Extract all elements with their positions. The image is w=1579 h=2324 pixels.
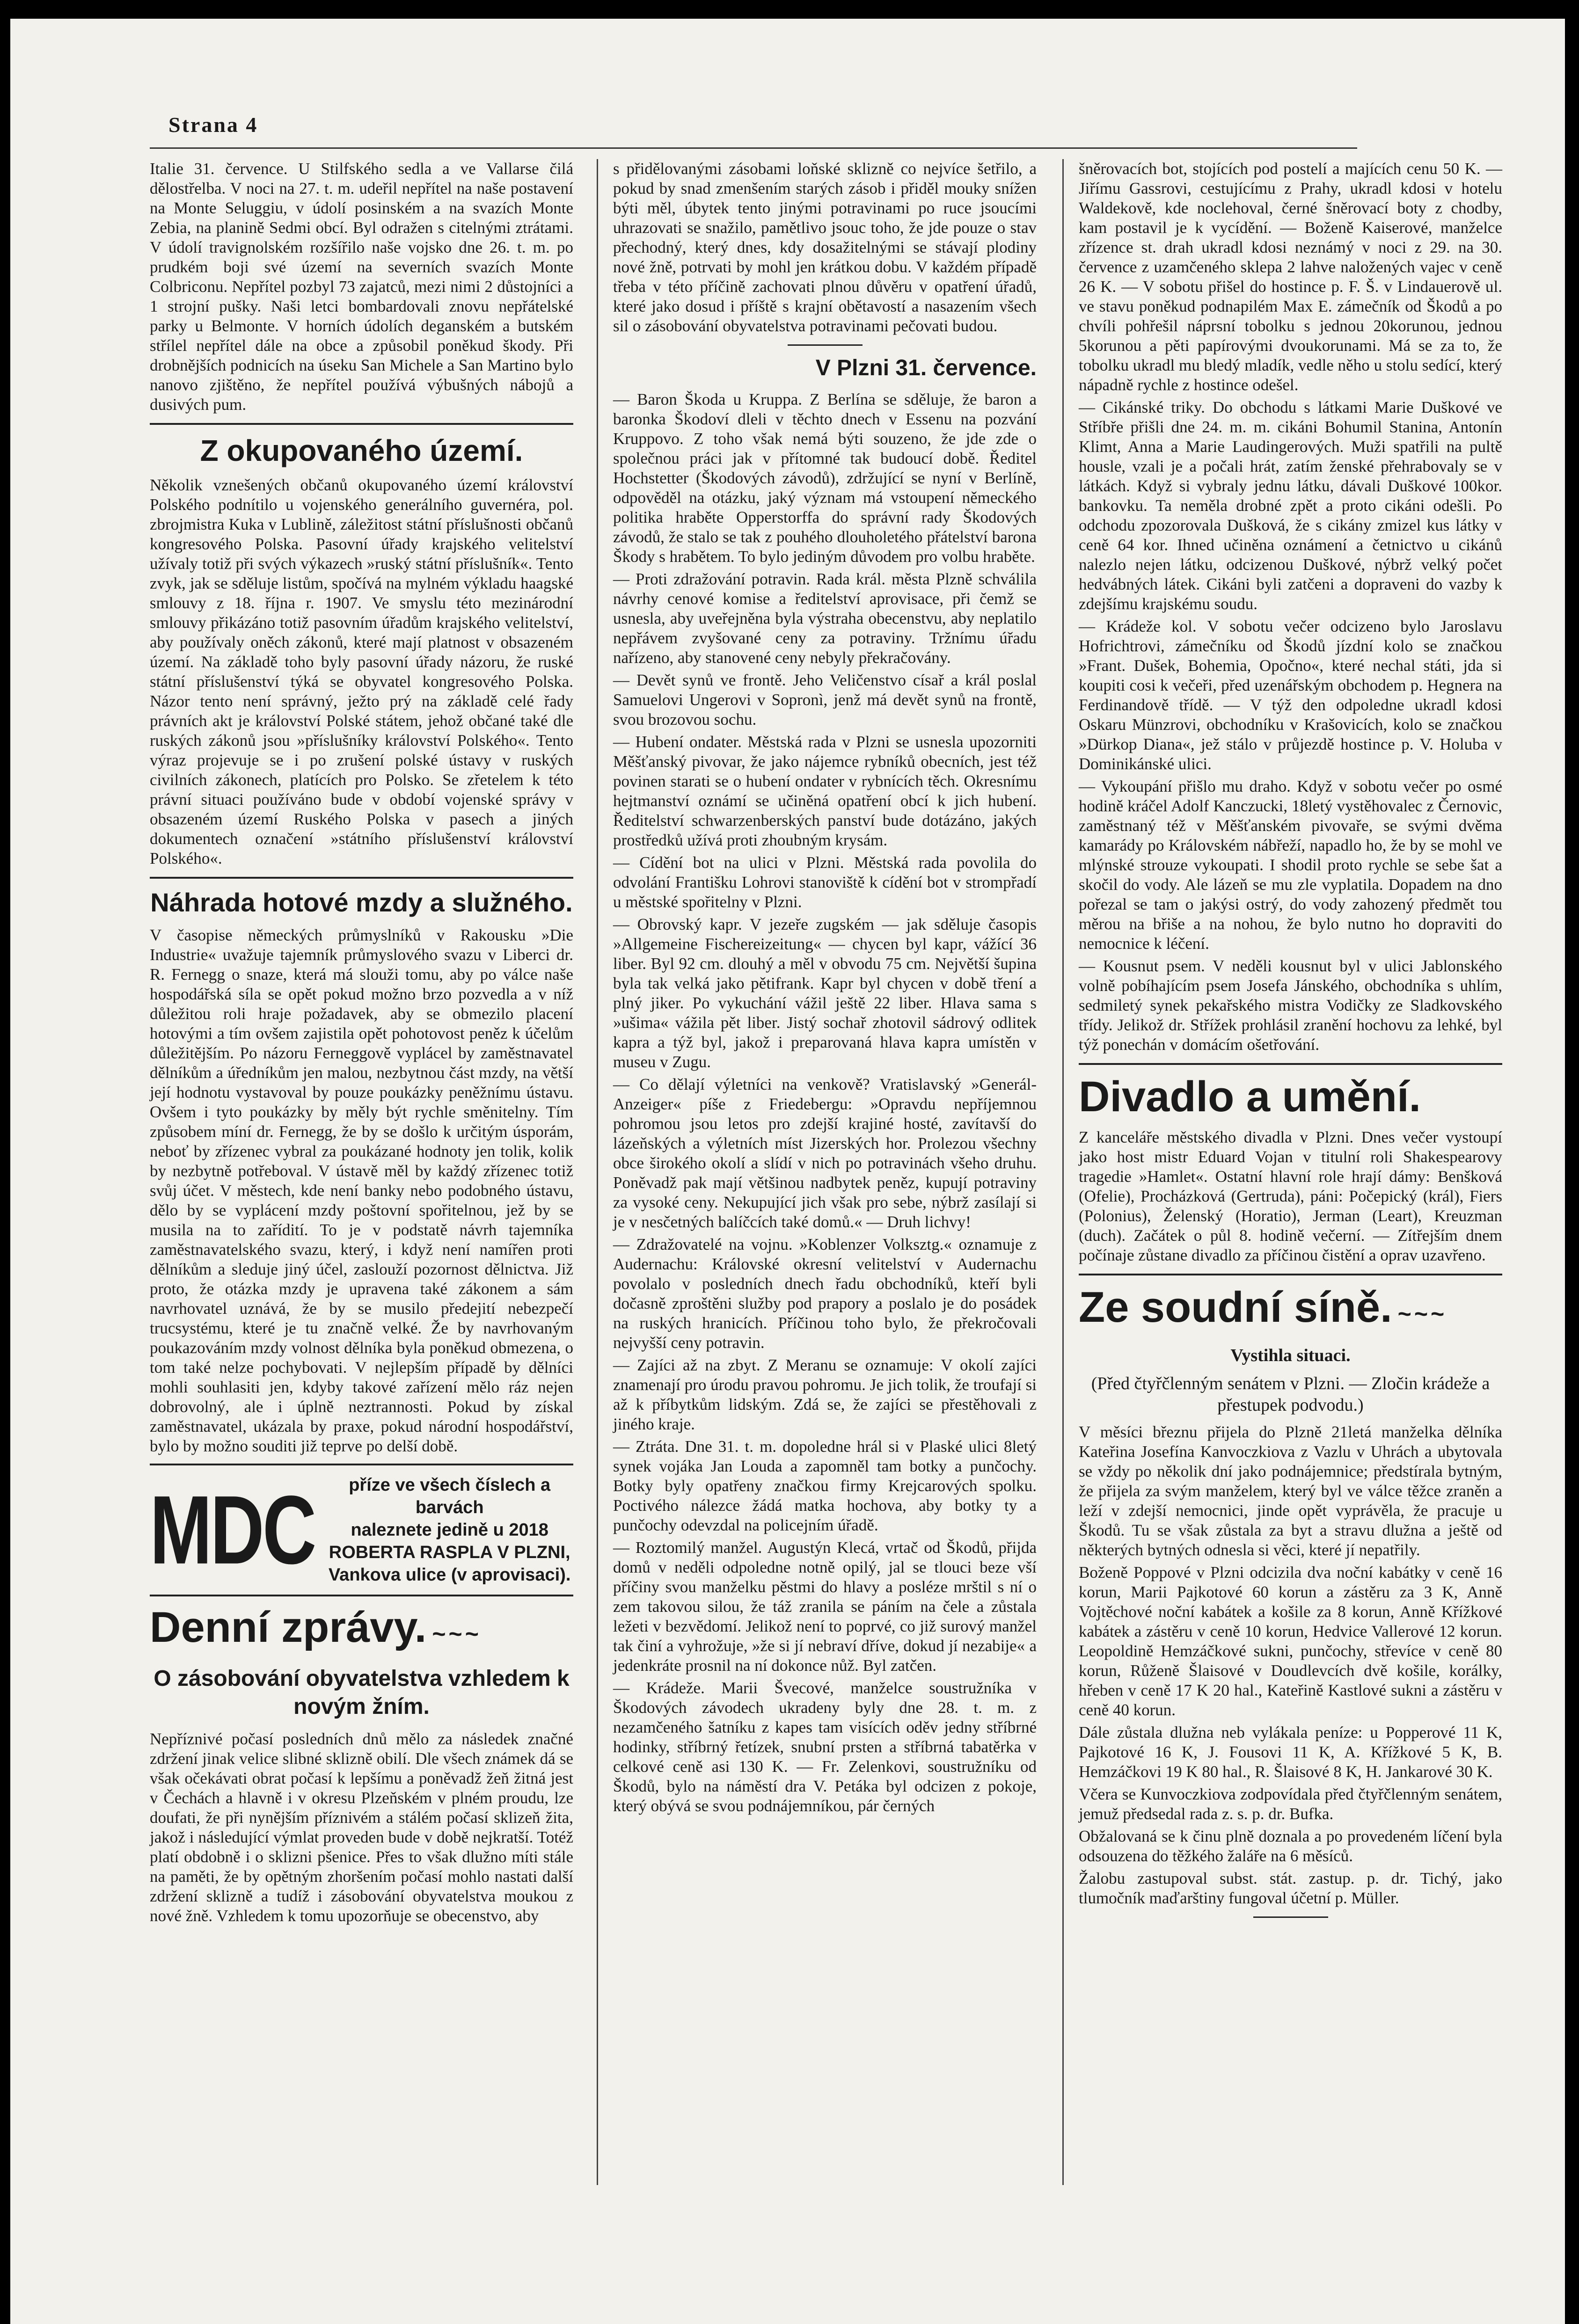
news-item: — Vykoupání přišlo mu draho. Když v sobotu večer po osmé hodině kráčel Adolf Kanczucki, 18letý vystěhovalec z Černovic, zaměstnaný též v Měšťanském pivovaře, se svými dvěma kamarády po Královském nábřeží, napadlo ho, že by se mohl ve mlýnské strouze vykoupati. I shodil proto rychle se sebe šat a skočil do vody. Ale lázeň se mu zle vyplatila. Dopadem na dno pořezal se tam o jakýsi ostrý, do vody zahozený předmět tou měrou na břiše a na nohou, že bylo nutno ho dopraviti do nemocnice k léčení. [1079,777,1502,953]
scan-border-top [0,0,1579,19]
news-item: — Obrovský kapr. V jezeře zugském — jak sděluje časopis »Allgemeine Fischereizeitung« — chycen byl kapr, vážící 36 liber. Byl 92 cm. dlouhý a měl v obvodu 75 cm. Největší šupina byla tak velká jako pětifrank. Kapr byl chycen v době tření a plný jiker. Po vykuchání vážil ještě 22 liber. Hlava sama s »ušima« vážila pět liber. Jistý sochař zhotovil sádrový odlitek kapra a týž byl, jakož i preparovaná hlava kapra umístěn v museu v Zugu. [613,915,1037,1071]
dateline: V Plzni 31. července. [815,356,1037,380]
news-item: — Cídění bot na ulici v Plzni. Městská rada povolila do odvolání Františku Lohrovi stanoviště k cídění bot v strompřadí u městské spořitelny v Plzni. [613,853,1037,911]
article-soudni: V měsíci březnu přijela do Plzně 21letá manželka dělníka Kateřina Josefína Kanvoczkiova z Vazlu v Uhrách a ubytovala se vždy po několik dní jako podnájemnice; předstírala bytným, že přijela za svým manželem, který byl ve válce těžce zraněn a leží v zdejší nemocnici, jinde opět vyprávěla, že pracuje u Škodů. Tu se však zůstala za byt a stravu dlužna a ještě od některých bytných odnesla si věci, které jí nepatřily. [1079,1423,1502,1559]
article-okupovane: Několik vznešených občanů okupovaného území království Polského podnítilo u vojenského generálního guvernéra, pol. zbrojmistra Kuka v Lublině, záležitost státní příslušnosti občanů kongresového Polska. Pasovní úřady krajského velitelství užívaly totiž při svých výkazech »ruský státní příslušník«. Tento zvyk, jak se sděluje listům, spočívá na mylném výkladu haagské smlouvy z 18. října r. 1907. Ve smyslu této mezinárodní smlouvy přikázáno totiž pasovním úřadům krajského velitelství, aby používaly oněch zákonů, které mají platnost v obsazeném území. Na základě toho byly pasovní úřady názoru, že ruské státní příslušenství týká se obyvatel kongresového Polska. Názor tento není správný, ježto prý na základě celé řady právních akt je království Polské státem, jehož občané také dle ruských zákonů jsou »příslušníky království Polského«. Tento výraz projevuje se i po zrušení polské ústavy v ruských civilních zákonech, platících pro Polsko. Se zřetelem k této právní situaci používáno bude v období vojenské správy v obsazeném území Ruského Polska v pasech a jiných dokumentech označení »státního příslušenství království Polského«. [150,476,573,867]
end-rule [1253,1916,1328,1918]
news-item: — Devět synů ve frontě. Jeho Veličenstvo císař a král poslal Samuelovi Ungerovi v Sopronì, jenž má devět synů na frontě, svou brozovou sochu. [613,671,1037,729]
subheadline-zasobovani: O zásobování obyvatelstva vzhledem k novým žním. [154,1666,570,1719]
article-soudni: Dále zůstala dlužna neb vylákala peníze: u Popperové 11 K, Pajkotové 16 K, J. Fousovi 11 K, A. Křížkové 5 K, B. Hemzáčkovi 19 K 80 hal., R. Šlaisové 8 K, H. Jankarové 30 K. [1079,1723,1502,1781]
column-2 [613,159,1037,1819]
news-item: — Zdražovatelé na vojnu. »Koblenzer Volksztg.« oznamuje z Audernachu: Královské okresní velitelství v Audernachu povolalo v posledních dnech řadu obchodníků, kteří byli dočasně zproštěni služby pod prapory a poslalo je do posádek na ruských hranicích. Příčinou toho bylo, že překročovali nejvyšší ceny potravin. [613,1235,1037,1352]
headline-okupovane: Z okupovaného území. [200,434,523,467]
page-label: Strana 4 [168,113,258,137]
headline-text: Denní zprávy. [150,1603,427,1651]
scan-border-right [1565,0,1579,2324]
column-divider [597,159,598,2185]
section-rule [1079,1063,1502,1065]
article-soudni: Včera se Kunvoczkiova zodpovídala před čtyřčlenným senátem, jemuž předsedal rada z. s. p. dr. Bufka. [1079,1785,1502,1823]
article-soudni: Obžalovaná se k činu plně doznala a po provedeném líčení byla odsouzena do těžkého žaláře na 6 měsíců. [1079,1827,1502,1865]
headline-divadlo: Divadlo a umění. [1079,1073,1421,1121]
news-item: — Krádeže kol. V sobotu večer odcizeno bylo Jaroslavu Hofrichtrovi, zámečníku od Škodů jízdní kolo se značkou »Frant. Dušek, Bohemia, Opočno«, které nechal státi, jda si koupiti cosi k večeři, před uzenářským obchodem p. Hegnera na Ferdinandově třídě. — V týž den odpoledne ukradl kdosi Oskaru Münzrovi, obchodníku v Krašovicích, kolo se značkou »Dürkop Diana«, jež stálo v průjezdě hostince p. V. Holuba v Dominikánské ulici. [1079,617,1502,773]
headline-nahrada: Náhrada hotové mzdy a služného. [150,888,573,917]
news-item: — Hubení ondater. Městská rada v Plzni se usnesla upozorniti Měšťanský pivovar, že jako nájemce rybníků obecních, jest též povinen starati se o hubení ondater v rybnících těch. Okresnímu hejtmanství oznámí se učiněná opatření obcí k jich hubení. Ředitelství schwarzenberských panství bude dotázáno, jakých prostředků užívá proti zhoubným krysám. [613,733,1037,849]
news-item: — Baron Škoda u Kruppa. Z Berlína se sděluje, že baron a baronka Škodoví dleli v těchto dnech v Essenu na pozvání Kruppovo. Z toho však nemá býti souzeno, že jde zde o společnou práci jak v přítomné tak budoucí době. Ředitel Hochstetter (Škodových závodů), zdržující se nyní v Berlíně, odpověděl na otázku, jaký význam má vstoupení německého politika hraběte Opperstorffa do správní rady Škodových závodů, že stalo se tak z pouhého dlouholetého přátelství barona Škody s hrabětem. To bylo jediným důvodem pro volbu hraběte. [613,390,1037,566]
advertisement [150,1464,573,1596]
news-item: — Krádeže. Marii Švecové, manželce soustružníka v Škodových závodech ukradeny byly dne 28. t. m. z nezamčeného šatníku z kapes tam visících oděv jedny stříbrné hodinky, stříbrný řetízek, snubní prsten a stříbrná tabatěrka v celkové ceně asi 130 K. — Fr. Zelenkovi, soustružníku od Škodů, bylo na náměstí dra V. Petáka byl odcizen z pokoje, který obývá se svou podnájemníkou, pár černých [613,1679,1037,1815]
article-nahrada: V časopise německých průmyslníků v Rakousku »Die Industrie« uvažuje tajemník průmyslového svazu v Liberci dr. R. Fernegg o snaze, která má slouži tomu, aby po válce naše hospodářská síla se opět pokud možno brzo pozvedla a v níž důležitou roli hraje požadavek, aby se obmezilo placení hotovými a tím ovšem zajistila opět pohotovost peněz k účelům důležitějším. Po názoru Ferneggově vyplácel by zaměstnavatel dělníkům a úředníkům jen malou, nezbytnou část mzdy, na větší její hodnotu vystavoval by pouze poukázky peněžnímu ústavu. Ovšem i tyto poukázky by měly být rychle směnitelny. Tím způsobem míní dr. Fernegg, že by se došlo k určitým úsporám, neboť by zřízenec vybral za poukázané hodnoty jen tolik, kolik by nezbytně potřeboval. V ústavě měl by každý zřízenec totiž svůj účet. V městech, kde není banky nebo podobného ústavu, dělo by se vyplácení mzdy poštovní spořitelnou, jež by se musila na to zařídití. To je v podstatě návrh tajemníka zaměstnavatelského svazu, který, i když není namířen proti dělníkům a sleduje jiný účel, zaslouží pozornost dělnictva. Již proto, že otázka mzdy je upravena také zákonem a sám navrhovatel uznává, že by se musilo předejití nebezpečí trucsystému, které je tu značně velké. Že by navrhovaným poukazováním mzdy volnost dělníka byla poněkud obmezena, o tom také nelze pochybovati. V nejlepším případě by dělníci mohli souhlasiti jen, kdyby takové zařízení mělo ráz nejen dobrovolný, ale i úplně neztrannosti. Pokud by získal zaměstnavatel, ukázala by praxe, pokud národní hospodářství, bylo by možno souditi již teprve po delší době. [150,926,573,1455]
headline-text: Ze soudní síně. [1079,1283,1392,1331]
column-1 [150,159,573,1929]
news-item: — Kousnut psem. V neděli kousnut byl v ulici Jablonského volně pobíhajícím psem Josefa Jánského, obchodníka s uhlím, sedmiletý synek pekařského mistra Vodičky ze Sladkovského třídy. Jelikož dr. Střížek prohlásil zranění hochovu za lehké, byl týž ponechán v domácím ošetřování. [1079,957,1502,1054]
news-item: — Proti zdražování potravin. Rada král. města Plzně schválila návrhy cenové komise a ředitelství aprovisace, při čemž se usnesla, aby uveřejněna byla výstraha obecenstvu, aby neplatilo nepřávem zvyšované ceny za potraviny. Tržnímu úřadu nařízeno, aby stanovené ceny nebyly překračovány. [613,570,1037,667]
headline-soudni-sin [1079,1284,1502,1337]
ad-logo: MDC [150,1475,315,1584]
section-rule [150,423,573,425]
section-rule [150,877,573,879]
article-zasobovani-cont: s přidělovanými zásobami loňské sklizně co nejvíce šetřilo, a pokud by snad zmenšením starých zásob i přiděl mouky snížen býti měl, úbytek tento jinými potravinami po ruce jsoucími uhrazovati se snažilo, pamětlivo jsouc toho, že jde pouze o stav přechodný, který dnes, kdy dosažitelnými se stávají plodiny nové žně, potrvati by mohl jen krátkou dobu. V každém případě třeba v této příčině zachovati plnou důvěru v opatření úřadů, které jako dosud i příště s krajní obětavostí a nasazením všech sil o zásobování obyvatelstva potravinami pečovati budou. [613,160,1037,335]
ad-line: Vankova ulice (v aprovisaci). [328,1565,571,1585]
news-item: šněrovacích bot, stojících pod postelí a majících cenu 50 K. — Jiřímu Gassrovi, cestujícímu z Prahy, ukradl kdosi v hotelu Waldekově, kde noclehoval, černé šněrovací boty z chodby, kam postavil je k vycídění. — Boženě Kaiserové, manželce zřízence st. drah ukradl kdosi neznámý v noci z 29. na 30. července z uzamčeného sklepa 2 lahve naložených vajec v ceně 26 K. — V sobotu přišel do hostince p. F. Š. v Lindauerově ul. ve stavu poněkud podnapilém Max E. zámečník od Škodů a po chvíli pohřešil náprsní tobolku s jednou 20korunou, jednou 5korunou a pěti papírovými dvoukorunami. Má se za to, že tobolku ukradl mu bledý mladík, vedle něho u stolu sedící, který nápadně rychle z hostince odešel. [1079,160,1502,394]
subheadline-senat: (Před čtyřčlenným senátem v Plzni. — Zločin krádeže a přestupek podvodu.) [1091,1374,1490,1415]
section-rule [1079,1274,1502,1275]
article-zasobovani: Nepříznivé počasí posledních dnů mělo za následek značné zdržení jinak velice slibné sklizně obilí. Dle všech známek dá se však očekávati obrat počasí k lepšímu a poněvadž žeň žitná jest v Čechách a hlavně i v okresu Plzeňském v plném proudu, lze doufati, že při nynějším příznivém a stálém počasí sklizeň žita, jakož i následující výmlat proveden bude v době nejkratší. Totéž platí obdobně i o sklizni pšenice. Přes to však dlužno míti stále na paměti, že by opětným zhoršením počasí mohlo nastati další zdržení sklizně a tudíž i zásobování obyvatelstva moukou z nové žně. Vzhledem k tomu upozorňuje se obecenstvo, aby [150,1730,573,1925]
headline-denni-zpravy [150,1604,573,1657]
column-divider [1062,159,1064,2185]
ad-line: naleznete jedině u 2018 [351,1520,548,1540]
article-soudni: Žalobu zastupoval subst. stát. zastup. p. dr. Tichý, jako tlumočník maďarštiny fungoval účetní p. Müller. [1079,1869,1502,1907]
article-soudni: Boženě Poppové v Plzni odcizila dva noční kabátky v ceně 16 korun, Marii Pajkotové 60 korun a zástěru za 3 K, Anně Vojtěchové noční kabátek a košile za 8 korun, Anně Křížkové kabátek a zástěru v ceně 10 korun, Hedvice Vallerové 12 korun. Leopoldině Hemzáčkové sukni, punčochy, střevíce v ceně 80 korun, Růženě Šlaisové v Doudlevcích dvě košile, korálky, hřeben v ceně 17 K 20 hal., Kateřině Kastlové sukni a zástěru v ceně 40 korun. [1079,1563,1502,1719]
ad-line: příze ve všech číslech a barvách [349,1475,551,1517]
news-item: — Ztráta. Dne 31. t. m. dopoledne hrál si v Plaské ulici 8letý synek vojáka Jan Louda a zapomněl tam botky a punčochy. Botky byly opatřeny značkou firmy Krejcarových spolku. Poctivého nálezce žádá matka hochova, aby botky ty a punčochy odevzdal na policejním úřadě. [613,1437,1037,1534]
ornament-icon: ~~~ [432,1621,482,1647]
news-item: — Co dělají výletníci na venkově? Vratislavský »Generál-Anzeiger« píše z Friedebergu: »Opravdu nepříjemnou pohromou jsou letos pro zdejší krajiné hosté, zavítavší do lázeňských a výletních míst Jizerských hor. Prolezou všechny obce širokého okolí a slídí v nich po potravinách všeho druhu. Poněvadž pak mají většinou nadbytek peněz, kupují potraviny za vysoké ceny. Nekupující jich však pro sebe, nýbrž zasílají si je v nesčetných balíčcích také domů.« — Druh lichvy! [613,1075,1037,1231]
ad-text [326,1474,573,1586]
ad-line: ROBERTA RASPLA V PLZNI, [329,1543,570,1562]
header-rule [150,147,1357,149]
news-item: — Cikánské triky. Do obchodu s látkami Marie Duškové ve Stříbře přišli dne 24. m. m. cikáni Bohumil Stanina, Antonín Klimt, Anna a Marie Laudingerových. Muži spatřili na pultě housle, vzali je a počali hrát, zatím ženské přehrabovaly se v látkách. Když si vybraly jednu látku, dávali Duškové 100kor. bankovku. Ta neměla drobné zpět a proto cikáni odešli. Po odchodu zpozorovala Dušková, že s cikány zmizel kus látky v ceně 64 kor. Ihned učiněna oznámení a četnictvo u cikánů nalezlo nejen látku, odcizenou Duškové, nýbrž velký počet hedvábných látek. Cikáni byli zatčeni a dopraveni do vazby k zdejšímu krajskému soudu. [1079,398,1502,613]
news-item: — Roztomilý manžel. Augustýn Klecá, vrtač od Škodů, přijda domů v neděli odpoledne notně opilý, jal se tlouci beze vší příčiny svou manželku pěstmi do hlavy a posléze mrštil s ní o zem takovou silou, že táž zranila se páním na čele a zůstala ležeti v bezvědomí. Jelikož není to poprvé, co již surový manžel tak činí a vyhrožuje, »že si jí nebraví dříve, dokud jí nezabije« a jedenkráte prosnil na ní dokonce nůž. Byl zatčen. [613,1538,1037,1675]
news-item: — Zajíci až na zbyt. Z Meranu se oznamuje: V okolí zajíci znamenají pro úrodu pravou pohromu. Je jich tolik, že troufají si až k příbytkům lidským. Zdá se, že zajíci se přestěhovali z jiného kraje. [613,1356,1037,1433]
article-divadlo: Z kanceláře městského divadla v Plzni. Dnes večer vystoupí jako host mistr Eduard Vojan v titulní roli Shakespearovy tragedie »Hamlet«. Ostatní hlavní role hrají dámy: Benšková (Ofelie), Procházková (Gertruda), páni: Počepický (král), Fiers (Polonius), Želenský (Horatio), Jerman (Leart), Kreuzman (duch). Začátek o půl 8. hodině večerní. — Zítřejším dnem počínaje zůstane divadlo za příčinou čistění a oprav uzavřeno. [1079,1128,1502,1264]
subheadline-vystihla: Vystihla situaci. [1230,1346,1351,1365]
section-rule [788,344,863,346]
article-italie: Italie 31. července. U Stilfského sedla a ve Vallarse čilá dělostřelba. V noci na 27. t. m. udeřil nepřítel na naše postavení na Monte Seluggiu, v údolí posinském a na svazích Monte Zebia, na planině Sedmi obcí. Byl odražen s citelnými ztrátami. V údolí travignolském rozšířilo naše vojsko dne 26. t. m. po prudkém boji své území na severních svazích Monte Colbriconu. Nepřítel pozbyl 73 zajatců, mezi nimi 2 důstojníci a 1 strojní pušky. Naši letci bombardovali znovu nepřátelské parky u Belmonte. V horních údolích deganském a butském střílel nepřítel dále na obce a způsobil poněkud škody. Při drobnějších podnicích na úseku San Michele a San Martino bylo nanovo zjištěno, že nepřítel používá výbušných nábojů a dusivých pum. [150,160,573,414]
column-3 [1079,159,1502,1926]
scan-border-left [0,0,10,2324]
ornament-icon: ~~~ [1397,1301,1447,1327]
